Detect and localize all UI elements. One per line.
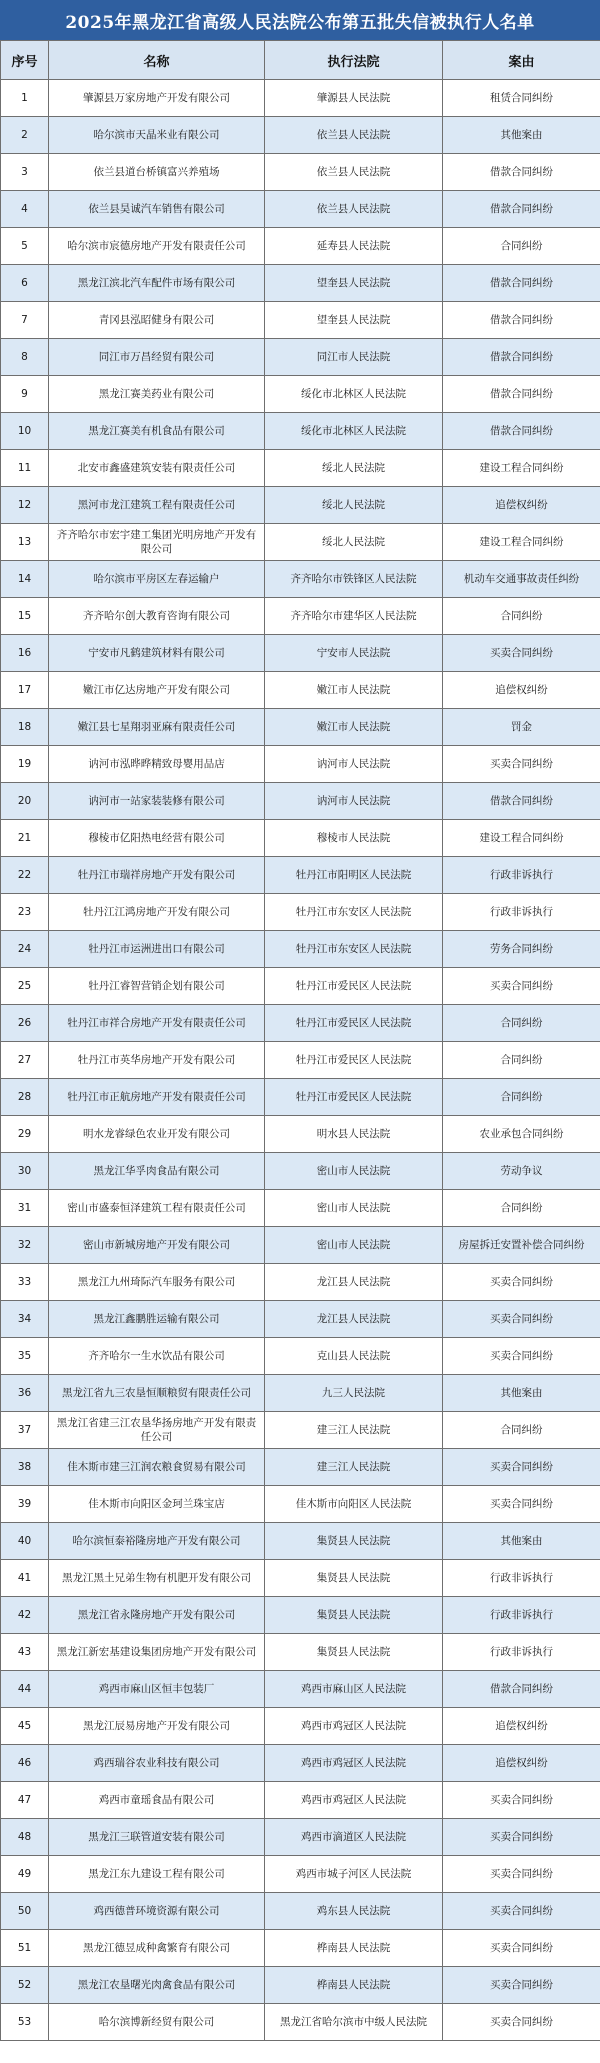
company-name: 牡丹江市英华房地产开发有限公司 — [49, 1042, 265, 1079]
executing-court: 讷河市人民法院 — [265, 746, 443, 783]
row-index: 47 — [1, 1782, 49, 1819]
row-index: 5 — [1, 228, 49, 265]
row-index: 51 — [1, 1930, 49, 1967]
company-name: 黑龙江省建三江农垦华扬房地产开发有限责任公司 — [49, 1412, 265, 1449]
company-name: 哈尔滨市天晶米业有限公司 — [49, 117, 265, 154]
company-name: 嫩江市亿达房地产开发有限公司 — [49, 672, 265, 709]
table-row — [1, 1042, 600, 1079]
case-cause: 借款合同纠纷 — [443, 302, 600, 339]
executing-court: 绥北人民法院 — [265, 450, 443, 487]
table-row — [1, 931, 600, 968]
table-row — [1, 1930, 600, 1967]
row-index: 30 — [1, 1153, 49, 1190]
page-title: 2025年黑龙江省高级人民法院公布第五批失信被执行人名单 — [0, 0, 600, 40]
executing-court: 牡丹江市东安区人民法院 — [265, 894, 443, 931]
table-row — [1, 80, 600, 117]
case-cause: 买卖合同纠纷 — [443, 746, 600, 783]
company-name: 佳木斯市建三江润农粮食贸易有限公司 — [49, 1449, 265, 1486]
case-cause: 借款合同纠纷 — [443, 265, 600, 302]
executing-court: 鸡西市城子河区人民法院 — [265, 1856, 443, 1893]
executing-court: 集贤县人民法院 — [265, 1560, 443, 1597]
case-cause: 劳动争议 — [443, 1153, 600, 1190]
company-name: 黑龙江省永隆房地产开发有限公司 — [49, 1597, 265, 1634]
executing-court: 佳木斯市向阳区人民法院 — [265, 1486, 443, 1523]
table-row — [1, 154, 600, 191]
company-name: 黑龙江农垦曙光肉禽食品有限公司 — [49, 1967, 265, 2004]
case-cause: 买卖合同纠纷 — [443, 1930, 600, 1967]
company-name: 黑龙江华孚肉食品有限公司 — [49, 1153, 265, 1190]
row-index: 24 — [1, 931, 49, 968]
table-row — [1, 1449, 600, 1486]
executing-court: 鸡西市麻山区人民法院 — [265, 1671, 443, 1708]
case-cause: 追偿权纠纷 — [443, 672, 600, 709]
case-cause: 行政非诉执行 — [443, 857, 600, 894]
row-index: 25 — [1, 968, 49, 1005]
executing-court: 绥化市北林区人民法院 — [265, 413, 443, 450]
table-row — [1, 1671, 600, 1708]
executing-court: 鸡西市鸡冠区人民法院 — [265, 1708, 443, 1745]
row-index: 1 — [1, 80, 49, 117]
case-cause: 买卖合同纠纷 — [443, 1338, 600, 1375]
executing-court: 鸡东县人民法院 — [265, 1893, 443, 1930]
executing-court: 桦南县人民法院 — [265, 1930, 443, 1967]
company-name: 鸡西德普环境资源有限公司 — [49, 1893, 265, 1930]
executing-court: 九三人民法院 — [265, 1375, 443, 1412]
table-row — [1, 191, 600, 228]
executing-court: 讷河市人民法院 — [265, 783, 443, 820]
case-cause: 买卖合同纠纷 — [443, 968, 600, 1005]
case-cause: 劳务合同纠纷 — [443, 931, 600, 968]
table-row — [1, 1597, 600, 1634]
case-cause: 借款合同纠纷 — [443, 154, 600, 191]
column-header-court: 执行法院 — [265, 41, 443, 80]
row-index: 38 — [1, 1449, 49, 1486]
company-name: 黑河市龙江建筑工程有限责任公司 — [49, 487, 265, 524]
case-cause: 借款合同纠纷 — [443, 1671, 600, 1708]
row-index: 18 — [1, 709, 49, 746]
table-row — [1, 709, 600, 746]
case-cause: 建设工程合同纠纷 — [443, 820, 600, 857]
table-row — [1, 1819, 600, 1856]
company-name: 黑龙江黑土兄弟生物有机肥开发有限公司 — [49, 1560, 265, 1597]
company-name: 依兰县昊诚汽车销售有限公司 — [49, 191, 265, 228]
column-header-index: 序号 — [1, 41, 49, 80]
table-row — [1, 1782, 600, 1819]
table-row — [1, 1338, 600, 1375]
row-index: 42 — [1, 1597, 49, 1634]
table-row — [1, 1967, 600, 2004]
table-row — [1, 339, 600, 376]
case-cause: 房屋拆迁安置补偿合同纠纷 — [443, 1227, 600, 1264]
table-row — [1, 524, 600, 561]
case-cause: 买卖合同纠纷 — [443, 1301, 600, 1338]
company-name: 齐齐哈尔市宏宇建工集团光明房地产开发有限公司 — [49, 524, 265, 561]
executing-court: 克山县人民法院 — [265, 1338, 443, 1375]
table-row — [1, 1893, 600, 1930]
case-cause: 合同纠纷 — [443, 598, 600, 635]
row-index: 15 — [1, 598, 49, 635]
table-row — [1, 894, 600, 931]
company-name: 牡丹江市瑞祥房地产开发有限公司 — [49, 857, 265, 894]
company-name: 哈尔滨市平房区左春运输户 — [49, 561, 265, 598]
case-cause: 买卖合同纠纷 — [443, 1893, 600, 1930]
executing-court: 集贤县人民法院 — [265, 1523, 443, 1560]
company-name: 依兰县道台桥镇富兴养殖场 — [49, 154, 265, 191]
table-row — [1, 1227, 600, 1264]
executing-court: 牡丹江市东安区人民法院 — [265, 931, 443, 968]
executing-court: 黑龙江省哈尔滨市中级人民法院 — [265, 2004, 443, 2041]
table-row — [1, 1560, 600, 1597]
row-index: 14 — [1, 561, 49, 598]
executing-court: 牡丹江市爱民区人民法院 — [265, 1079, 443, 1116]
executing-court: 龙江县人民法院 — [265, 1301, 443, 1338]
company-name: 哈尔滨市宸德房地产开发有限责任公司 — [49, 228, 265, 265]
table-body — [1, 80, 600, 2041]
company-name: 齐齐哈尔创大教育咨询有限公司 — [49, 598, 265, 635]
row-index: 26 — [1, 1005, 49, 1042]
company-name: 黑龙江九州琦际汽车服务有限公司 — [49, 1264, 265, 1301]
company-name: 黑龙江辰易房地产开发有限公司 — [49, 1708, 265, 1745]
row-index: 2 — [1, 117, 49, 154]
company-name: 黑龙江赛美有机食品有限公司 — [49, 413, 265, 450]
table-row — [1, 1375, 600, 1412]
company-name: 佳木斯市向阳区金珂兰珠宝店 — [49, 1486, 265, 1523]
table-row — [1, 1116, 600, 1153]
company-name: 鸡西瑞谷农业科技有限公司 — [49, 1745, 265, 1782]
case-cause: 合同纠纷 — [443, 1079, 600, 1116]
company-name: 牡丹江江鸿房地产开发有限公司 — [49, 894, 265, 931]
company-name: 肇源县万家房地产开发有限公司 — [49, 80, 265, 117]
table-row — [1, 1412, 600, 1449]
row-index: 28 — [1, 1079, 49, 1116]
company-name: 牡丹江市运洲进出口有限公司 — [49, 931, 265, 968]
table-row — [1, 746, 600, 783]
table-row — [1, 2004, 600, 2041]
company-name: 齐齐哈尔一生水饮品有限公司 — [49, 1338, 265, 1375]
row-index: 53 — [1, 2004, 49, 2041]
row-index: 23 — [1, 894, 49, 931]
row-index: 40 — [1, 1523, 49, 1560]
company-name: 同江市万昌经贸有限公司 — [49, 339, 265, 376]
executing-court: 建三江人民法院 — [265, 1412, 443, 1449]
executing-court: 鸡西市滴道区人民法院 — [265, 1819, 443, 1856]
row-index: 20 — [1, 783, 49, 820]
row-index: 3 — [1, 154, 49, 191]
case-cause: 借款合同纠纷 — [443, 783, 600, 820]
case-cause: 机动车交通事故责任纠纷 — [443, 561, 600, 598]
company-name: 哈尔滨恒泰裕隆房地产开发有限公司 — [49, 1523, 265, 1560]
row-index: 21 — [1, 820, 49, 857]
row-index: 9 — [1, 376, 49, 413]
row-index: 37 — [1, 1412, 49, 1449]
company-name: 鸡西市麻山区恒丰包装厂 — [49, 1671, 265, 1708]
case-cause: 买卖合同纠纷 — [443, 1264, 600, 1301]
executing-court: 密山市人民法院 — [265, 1190, 443, 1227]
executing-court: 依兰县人民法院 — [265, 154, 443, 191]
case-cause: 借款合同纠纷 — [443, 376, 600, 413]
table-row — [1, 820, 600, 857]
table-row — [1, 1745, 600, 1782]
executing-court: 牡丹江市阳明区人民法院 — [265, 857, 443, 894]
column-header-cause: 案由 — [443, 41, 600, 80]
company-name: 黑龙江赛美药业有限公司 — [49, 376, 265, 413]
case-cause: 合同纠纷 — [443, 1042, 600, 1079]
row-index: 45 — [1, 1708, 49, 1745]
table-row — [1, 1523, 600, 1560]
executing-court: 望奎县人民法院 — [265, 302, 443, 339]
executing-court: 密山市人民法院 — [265, 1227, 443, 1264]
executing-court: 牡丹江市爱民区人民法院 — [265, 1005, 443, 1042]
case-cause: 买卖合同纠纷 — [443, 2004, 600, 2041]
executing-court: 桦南县人民法院 — [265, 1967, 443, 2004]
case-cause: 借款合同纠纷 — [443, 413, 600, 450]
company-name: 黑龙江三联管道安装有限公司 — [49, 1819, 265, 1856]
row-index: 39 — [1, 1486, 49, 1523]
row-index: 46 — [1, 1745, 49, 1782]
executing-court: 肇源县人民法院 — [265, 80, 443, 117]
row-index: 10 — [1, 413, 49, 450]
row-index: 27 — [1, 1042, 49, 1079]
case-cause: 借款合同纠纷 — [443, 191, 600, 228]
executing-court: 龙江县人民法院 — [265, 1264, 443, 1301]
row-index: 33 — [1, 1264, 49, 1301]
table-row — [1, 117, 600, 154]
case-cause: 其他案由 — [443, 1523, 600, 1560]
table-row — [1, 1301, 600, 1338]
table-row — [1, 413, 600, 450]
executing-court: 绥化市北林区人民法院 — [265, 376, 443, 413]
case-cause: 借款合同纠纷 — [443, 339, 600, 376]
table-row — [1, 783, 600, 820]
company-name: 牡丹江睿智营销企划有限公司 — [49, 968, 265, 1005]
case-cause: 追偿权纠纷 — [443, 1708, 600, 1745]
case-cause: 合同纠纷 — [443, 228, 600, 265]
company-name: 北安市鑫盛建筑安装有限责任公司 — [49, 450, 265, 487]
row-index: 13 — [1, 524, 49, 561]
row-index: 50 — [1, 1893, 49, 1930]
company-name: 明水龙睿绿色农业开发有限公司 — [49, 1116, 265, 1153]
dishonest-list-table — [0, 40, 600, 2041]
company-name: 密山市新城房地产开发有限公司 — [49, 1227, 265, 1264]
executing-court: 建三江人民法院 — [265, 1449, 443, 1486]
case-cause: 建设工程合同纠纷 — [443, 450, 600, 487]
case-cause: 买卖合同纠纷 — [443, 1967, 600, 2004]
company-name: 讷河市泓晔晔精致母婴用品店 — [49, 746, 265, 783]
case-cause: 买卖合同纠纷 — [443, 635, 600, 672]
row-index: 7 — [1, 302, 49, 339]
company-name: 牡丹江市祥合房地产开发有限责任公司 — [49, 1005, 265, 1042]
executing-court: 齐齐哈尔市铁锋区人民法院 — [265, 561, 443, 598]
table-row — [1, 1708, 600, 1745]
table-row — [1, 265, 600, 302]
executing-court: 穆棱市人民法院 — [265, 820, 443, 857]
executing-court: 嫩江市人民法院 — [265, 709, 443, 746]
table-row — [1, 487, 600, 524]
table-row — [1, 1264, 600, 1301]
company-name: 黑龙江省九三农垦恒顺粮贸有限责任公司 — [49, 1375, 265, 1412]
company-name: 穆棱市亿阳热电经营有限公司 — [49, 820, 265, 857]
company-name: 黑龙江东九建设工程有限公司 — [49, 1856, 265, 1893]
executing-court: 牡丹江市爱民区人民法院 — [265, 968, 443, 1005]
row-index: 49 — [1, 1856, 49, 1893]
executing-court: 牡丹江市爱民区人民法院 — [265, 1042, 443, 1079]
executing-court: 望奎县人民法院 — [265, 265, 443, 302]
company-name: 密山市盛泰恒泽建筑工程有限责任公司 — [49, 1190, 265, 1227]
executing-court: 宁安市人民法院 — [265, 635, 443, 672]
company-name: 黑龙江鑫鹏胜运输有限公司 — [49, 1301, 265, 1338]
case-cause: 合同纠纷 — [443, 1005, 600, 1042]
company-name: 黑龙江德昱成种禽繁育有限公司 — [49, 1930, 265, 1967]
row-index: 8 — [1, 339, 49, 376]
row-index: 41 — [1, 1560, 49, 1597]
column-header-name: 名称 — [49, 41, 265, 80]
table-row — [1, 672, 600, 709]
executing-court: 依兰县人民法院 — [265, 191, 443, 228]
table-row — [1, 1856, 600, 1893]
row-index: 31 — [1, 1190, 49, 1227]
table-row — [1, 1634, 600, 1671]
row-index: 44 — [1, 1671, 49, 1708]
executing-court: 同江市人民法院 — [265, 339, 443, 376]
case-cause: 追偿权纠纷 — [443, 1745, 600, 1782]
row-index: 6 — [1, 265, 49, 302]
executing-court: 鸡西市鸡冠区人民法院 — [265, 1782, 443, 1819]
case-cause: 买卖合同纠纷 — [443, 1856, 600, 1893]
case-cause: 合同纠纷 — [443, 1190, 600, 1227]
row-index: 4 — [1, 191, 49, 228]
row-index: 43 — [1, 1634, 49, 1671]
case-cause: 行政非诉执行 — [443, 1597, 600, 1634]
executing-court: 延寿县人民法院 — [265, 228, 443, 265]
table-header-row — [1, 41, 600, 80]
company-name: 牡丹江市正航房地产开发有限责任公司 — [49, 1079, 265, 1116]
table-row — [1, 1079, 600, 1116]
case-cause: 其他案由 — [443, 117, 600, 154]
company-name: 哈尔滨博新经贸有限公司 — [49, 2004, 265, 2041]
table-row — [1, 635, 600, 672]
row-index: 19 — [1, 746, 49, 783]
table-row — [1, 228, 600, 265]
row-index: 48 — [1, 1819, 49, 1856]
executing-court: 集贤县人民法院 — [265, 1634, 443, 1671]
case-cause: 追偿权纠纷 — [443, 487, 600, 524]
case-cause: 买卖合同纠纷 — [443, 1782, 600, 1819]
table-row — [1, 376, 600, 413]
case-cause: 罚金 — [443, 709, 600, 746]
row-index: 36 — [1, 1375, 49, 1412]
executing-court: 鸡西市鸡冠区人民法院 — [265, 1745, 443, 1782]
case-cause: 其他案由 — [443, 1375, 600, 1412]
table-row — [1, 1486, 600, 1523]
table-row — [1, 450, 600, 487]
company-name: 鸡西市童瑶食品有限公司 — [49, 1782, 265, 1819]
table-row — [1, 1190, 600, 1227]
company-name: 黑龙江滨北汽车配件市场有限公司 — [49, 265, 265, 302]
table-row — [1, 857, 600, 894]
executing-court: 密山市人民法院 — [265, 1153, 443, 1190]
case-cause: 行政非诉执行 — [443, 1560, 600, 1597]
executing-court: 绥北人民法院 — [265, 487, 443, 524]
case-cause: 租赁合同纠纷 — [443, 80, 600, 117]
case-cause: 行政非诉执行 — [443, 894, 600, 931]
row-index: 52 — [1, 1967, 49, 2004]
executing-court: 明水县人民法院 — [265, 1116, 443, 1153]
row-index: 29 — [1, 1116, 49, 1153]
executing-court: 集贤县人民法院 — [265, 1597, 443, 1634]
table-row — [1, 1153, 600, 1190]
executing-court: 嫩江市人民法院 — [265, 672, 443, 709]
case-cause: 建设工程合同纠纷 — [443, 524, 600, 561]
company-name: 黑龙江新宏基建设集团房地产开发有限公司 — [49, 1634, 265, 1671]
table-row — [1, 598, 600, 635]
company-name: 宁安市凡鹤建筑材料有限公司 — [49, 635, 265, 672]
table-row — [1, 1005, 600, 1042]
row-index: 17 — [1, 672, 49, 709]
table-row — [1, 302, 600, 339]
executing-court: 绥北人民法院 — [265, 524, 443, 561]
row-index: 22 — [1, 857, 49, 894]
row-index: 32 — [1, 1227, 49, 1264]
row-index: 34 — [1, 1301, 49, 1338]
case-cause: 买卖合同纠纷 — [443, 1449, 600, 1486]
row-index: 12 — [1, 487, 49, 524]
table-row — [1, 968, 600, 1005]
company-name: 讷河市一站家装装修有限公司 — [49, 783, 265, 820]
case-cause: 买卖合同纠纷 — [443, 1486, 600, 1523]
case-cause: 合同纠纷 — [443, 1412, 600, 1449]
company-name: 嫩江县七星翔羽亚麻有限责任公司 — [49, 709, 265, 746]
table-row — [1, 561, 600, 598]
case-cause: 农业承包合同纠纷 — [443, 1116, 600, 1153]
case-cause: 行政非诉执行 — [443, 1634, 600, 1671]
row-index: 11 — [1, 450, 49, 487]
row-index: 16 — [1, 635, 49, 672]
row-index: 35 — [1, 1338, 49, 1375]
executing-court: 齐齐哈尔市建华区人民法院 — [265, 598, 443, 635]
case-cause: 买卖合同纠纷 — [443, 1819, 600, 1856]
company-name: 青冈县泓昭健身有限公司 — [49, 302, 265, 339]
executing-court: 依兰县人民法院 — [265, 117, 443, 154]
